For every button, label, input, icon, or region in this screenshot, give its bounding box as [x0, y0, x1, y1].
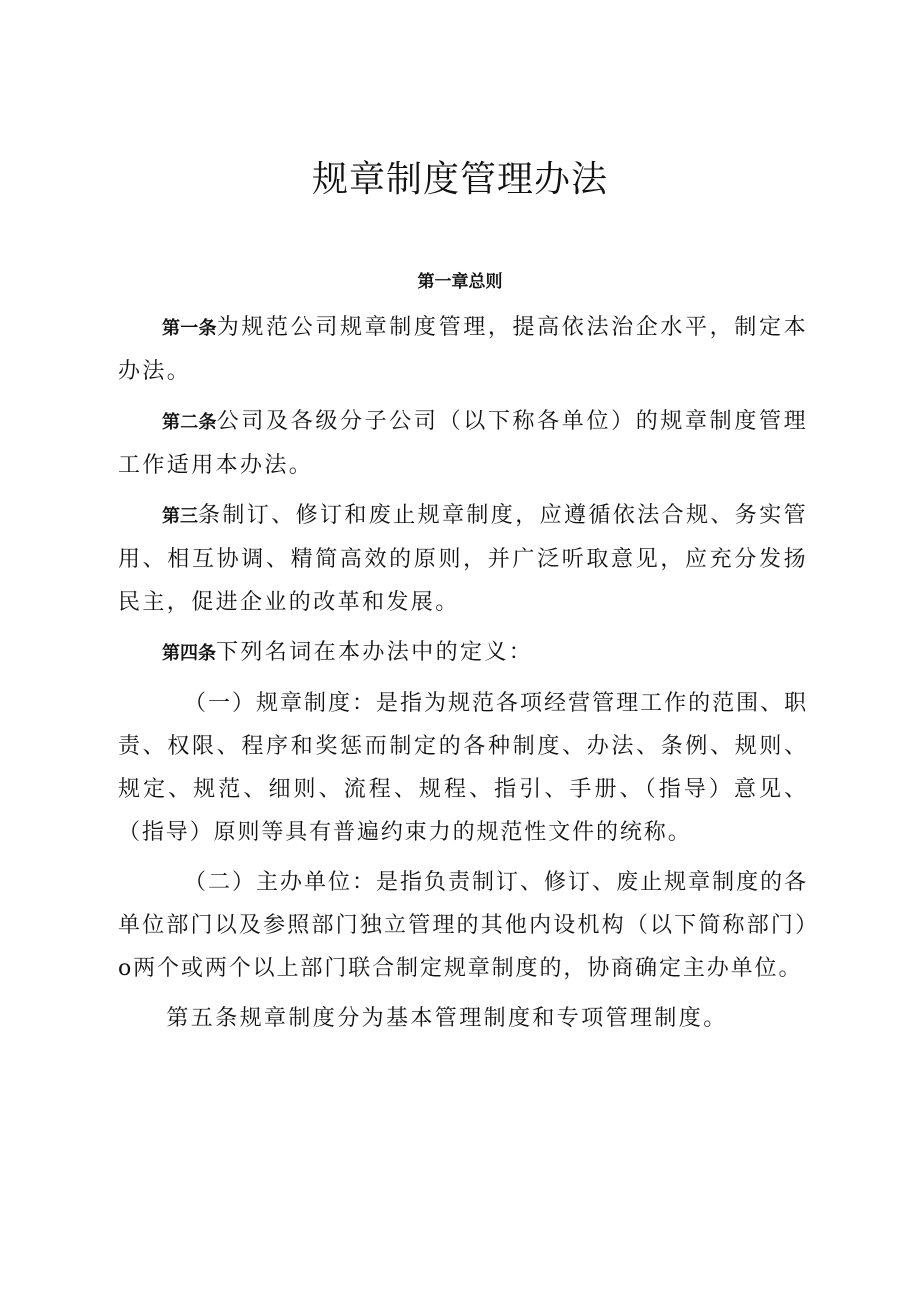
article-3-text: 条制订、修订和废止规章制度，应遵循依法合规、务实管用、相互协调、精简高效的原则，并广泛听取意见，应充分发扬民主，促进企业的改革和发展。 [118, 503, 809, 615]
article-1-text: 为规范公司规章制度管理，提高依法治企水平，制定本办法。 [118, 315, 809, 384]
article-2 [118, 400, 808, 487]
article-4 [118, 631, 808, 675]
article-1 [118, 306, 808, 393]
article-3 [118, 494, 808, 624]
article-2-text: 公司及各级分子公司（以下称各单位）的规章制度管理工作适用本办法。 [118, 409, 809, 478]
article-5: 第五条规章制度分为基本管理制度和专项管理制度。 [166, 1006, 728, 1031]
article-1-lead: 第一条 [162, 318, 217, 339]
article-4-text: 下列名词在本办法中的定义： [216, 640, 534, 665]
definition-1: （一）规章制度：是指为规范各项经营管理工作的范围、职责、权限、程序和奖惩而制定的各种制度、办法、条例、规则、规定、规范、细则、流程、规程、指引、手册、（指导）意见、（指导）原则等具有普遍约束力的规范性文件的统称。 [118, 691, 808, 845]
chapter-heading: 第一章总则 [417, 272, 503, 292]
article-2-lead: 第二条 [162, 412, 217, 433]
document-title: 规章制度管理办法 [311, 159, 608, 200]
definition-2: （二）主办单位：是指负责制订、修订、废止规章制度的各单位部门以及参照部门独立管理的其他内设机构（以下简称部门）o两个或两个以上部门联合制定规章制度的，协商确定主办单位。 [118, 870, 808, 981]
document-body [118, 306, 808, 1047]
article-3-lead: 第三 [162, 506, 198, 527]
article-4-lead: 第四条 [162, 643, 216, 664]
